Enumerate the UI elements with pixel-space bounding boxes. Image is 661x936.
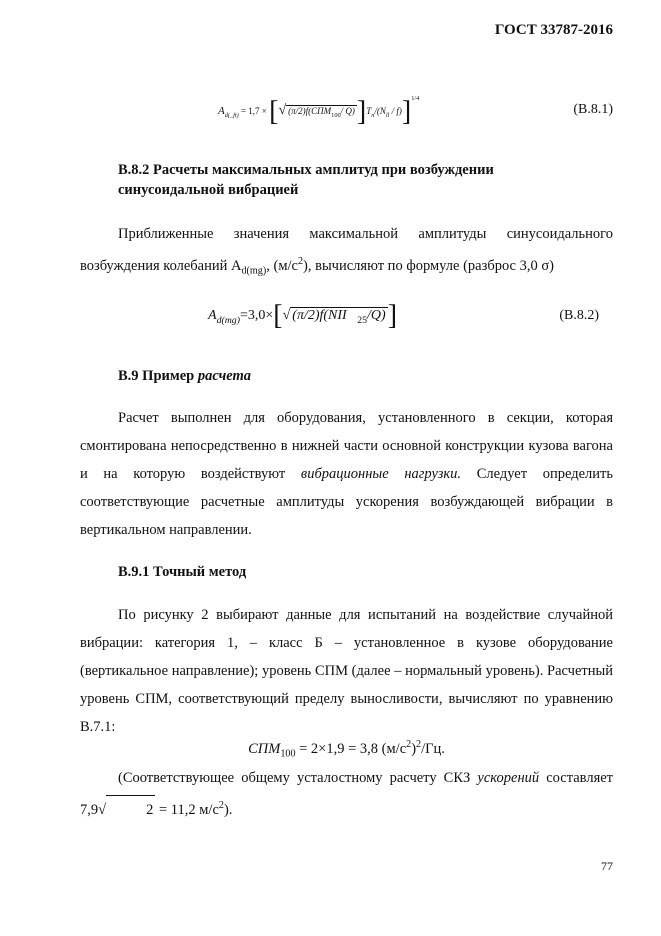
eq1-sqrt-sub: 100	[331, 111, 341, 119]
heading-b82-line2: синусоидальной вибрацией	[118, 182, 299, 198]
equation-number-b82: (В.8.2)	[559, 308, 599, 323]
eq1-mid-sub: n	[371, 111, 375, 119]
eq2-sqrt-sign: √	[282, 308, 291, 324]
eq1-close-bracket-2: ]	[401, 95, 412, 127]
para1-sup: 2	[297, 256, 304, 267]
section-heading-b9	[118, 366, 251, 386]
eq2-open-bracket: [	[273, 300, 283, 331]
paragraph-max-amplitude	[80, 220, 613, 286]
eq2-close-bracket: ]	[387, 300, 398, 331]
para4-text-b: составляет 7,9	[80, 770, 614, 818]
eq1-open-bracket: [	[269, 95, 279, 127]
equation-number-b81: (В.8.1)	[573, 102, 613, 117]
eq1-mid-tail: /(N	[374, 106, 386, 116]
eq2-sqrt-content	[290, 307, 387, 326]
eq1-coef: = 1,7 ×	[240, 106, 267, 116]
page-number: 77	[601, 859, 613, 873]
eq2-tail: /Q)	[367, 308, 386, 324]
para1-text-c: ), вычисляют по формуле (разброс 3,0 σ)	[303, 257, 555, 274]
eq2-sub: 25	[357, 315, 368, 327]
equation-b82	[208, 302, 397, 330]
eq2-coef: =3,0×	[239, 308, 274, 324]
eq1-exponent: 1/4	[411, 95, 420, 102]
para1-text-a: Приближенные значения максимальной амплитуды синусоидального возбуждения колебаний А	[80, 226, 613, 274]
para1-text-b: , (м/с	[266, 257, 298, 274]
eq2-lhs: A	[208, 308, 217, 324]
paragraph-exact-method: По рисунку 2 выбирают данные для испытаний на воздействие случайной вибрации: категория 1, – класс Б – установленное в кузове оборудование (вертикальное направление); уровень СПМ (далее – нормальный уровень). Расчетный уровень СПМ, соответствующий пределу выносливости, вычисляют по уравнению В.7.1:	[80, 607, 613, 735]
eq3-lhs-sub: 100	[280, 748, 296, 760]
section-heading-b82	[118, 160, 494, 200]
eq1-close-bracket-1: ]	[356, 95, 367, 127]
para2-text-b: Следует определить соответствующие расчетные амплитуды ускорения возбуждающей вибрации в вертикальном направлении.	[80, 466, 614, 538]
eq1-sqrt-body: (π/2)f(СПМ	[288, 106, 332, 116]
para4-sup: 2	[218, 800, 224, 811]
eq2-lhs-sub: d(mg)	[216, 315, 240, 327]
equation-b81	[218, 95, 419, 126]
heading-b9-plain: В.9 Пример	[118, 368, 198, 384]
equation-spm100	[80, 739, 613, 760]
paragraph-rms-acceleration	[80, 764, 613, 824]
heading-b9-italic: расчета	[197, 368, 252, 384]
eq3-sup1: 2	[406, 739, 412, 750]
eq1-sqrt-tail: / Q)	[340, 106, 355, 116]
eq3-rhs-a: = 2×1,9 = 3,8 (м/с	[295, 740, 407, 757]
para4-text-c: = 11,2 м/с	[155, 801, 219, 818]
eq1-mid-tail-sub: ll	[385, 111, 390, 119]
para2-italic: вибрационные нагрузки.	[300, 466, 462, 482]
eq3-sup2: 2	[416, 739, 422, 750]
para4-sqrt-sign: √	[98, 801, 107, 818]
eq1-mid-tail2: / f)	[389, 106, 402, 116]
para4-text-a: (Соответствующее общему усталостному расчету СКЗ	[118, 770, 478, 786]
section-heading-b91: В.9.1 Точный метод	[118, 564, 247, 580]
para2-text-a: Расчет выполнен для оборудования, установленного в секции, которая смонтирована непосредственно в нижней части основной конструкции кузова вагона и на которую воздействуют	[80, 410, 613, 482]
eq3-lhs: СПМ	[248, 740, 281, 757]
para4-text-d: ).	[223, 801, 233, 818]
eq3-rhs-c: /Гц.	[421, 740, 445, 757]
eq1-sqrt-content	[286, 105, 357, 119]
para4-sqrt-value: 2	[106, 795, 155, 824]
eq1-lhs: A	[218, 105, 225, 117]
eq1-sqrt-sign: √	[278, 103, 287, 118]
para1-sub: d(mg)	[241, 265, 267, 277]
para4-italic: ускорений	[477, 770, 540, 786]
heading-b82-line1: В.8.2 Расчеты максимальных амплитуд при возбуждении	[118, 162, 494, 178]
eq1-lhs-sub: d(_ft)	[224, 111, 239, 119]
paragraph-calculation-example	[80, 404, 613, 544]
eq1-mid: T	[366, 106, 372, 116]
eq3-rhs-b: )	[411, 740, 417, 757]
document-header: ГОСТ 33787-2016	[494, 22, 613, 38]
eq2-sqrt-body: (π/2)f(NII	[292, 308, 347, 324]
